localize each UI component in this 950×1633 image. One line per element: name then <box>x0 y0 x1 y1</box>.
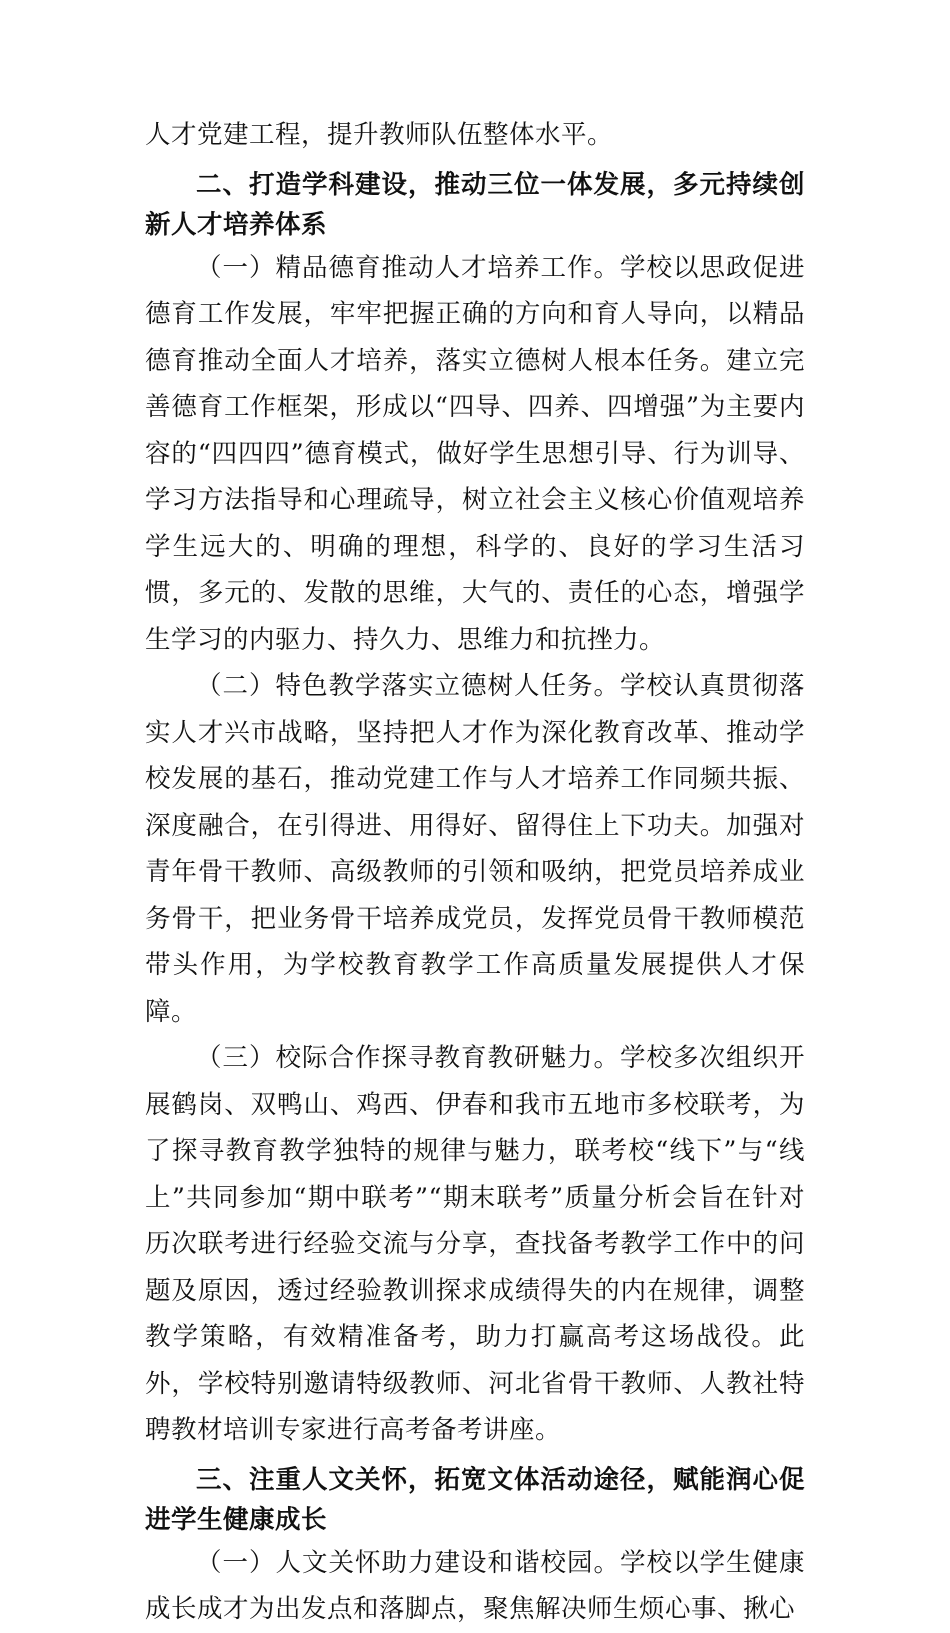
paragraph-featured-teaching: （二）特色教学落实立德树人任务。学校认真贯彻落实人才兴市战略，坚持把人才作为深化教育改革、推动学校发展的基石，推动党建工作与人才培养工作同频共振、深度融合，在引得进、用得好、留得住上下功夫。加强对青年骨干教师、高级教师的引领和吸纳，把党员培养成业务骨干，把业务骨干培养成党员，发挥党员骨干教师模范带头作用，为学校教育教学工作高质量发展提供人才保障。 <box>145 671 805 1027</box>
section-heading-2: 二、打造学科建设，推动三位一体发展，多元持续创新人才培养体系 <box>145 169 805 240</box>
paragraph-humanistic-care: （一）人文关怀助力建设和谐校园。学校以学生健康成长成才为出发点和落脚点，聚焦解决师生烦心事、揪心 <box>145 1547 805 1624</box>
section-heading-3: 三、注重人文关怀，拓宽文体活动途径，赋能润心促进学生健康成长 <box>145 1464 805 1535</box>
paragraph-inter-school-cooperation: （三）校际合作探寻教育教研魅力。学校多次组织开展鹤岗、双鸭山、鸡西、伊春和我市五地市多校联考，为了探寻教育教学独特的规律与魅力，联考校“线下”与“线上”共同参加“期中联考”“期末联考”质量分析会旨在针对历次联考进行经验交流与分享，查找备考教学工作中的问题及原因，透过经验教训探求成绩得失的内在规律，调整教学策略，有效精准备考，助力打赢高考这场战役。此外，学校特别邀请特级教师、河北省骨干教师、人教社特聘教材培训专家进行高考备考讲座。 <box>145 1043 805 1445</box>
document-page <box>145 112 805 1633</box>
paragraph-intro-tail: 人才党建工程，提升教师队伍整体水平。 <box>145 120 614 150</box>
paragraph-moral-education: （一）精品德育推动人才培养工作。学校以思政促进德育工作发展，牢牢把握正确的方向和育人导向，以精品德育推动全面人才培养，落实立德树人根本任务。建立完善德育工作框架，形成以“四导、四养、四增强”为主要内容的“四四四”德育模式，做好学生思想引导、行为训导、学习方法指导和心理疏导，树立社会主义核心价值观培养学生远大的、明确的理想，科学的、良好的学习生活习惯，多元的、发散的思维，大气的、责任的心态，增强学生学习的内驱力、持久力、思维力和抗挫力。 <box>145 252 805 655</box>
